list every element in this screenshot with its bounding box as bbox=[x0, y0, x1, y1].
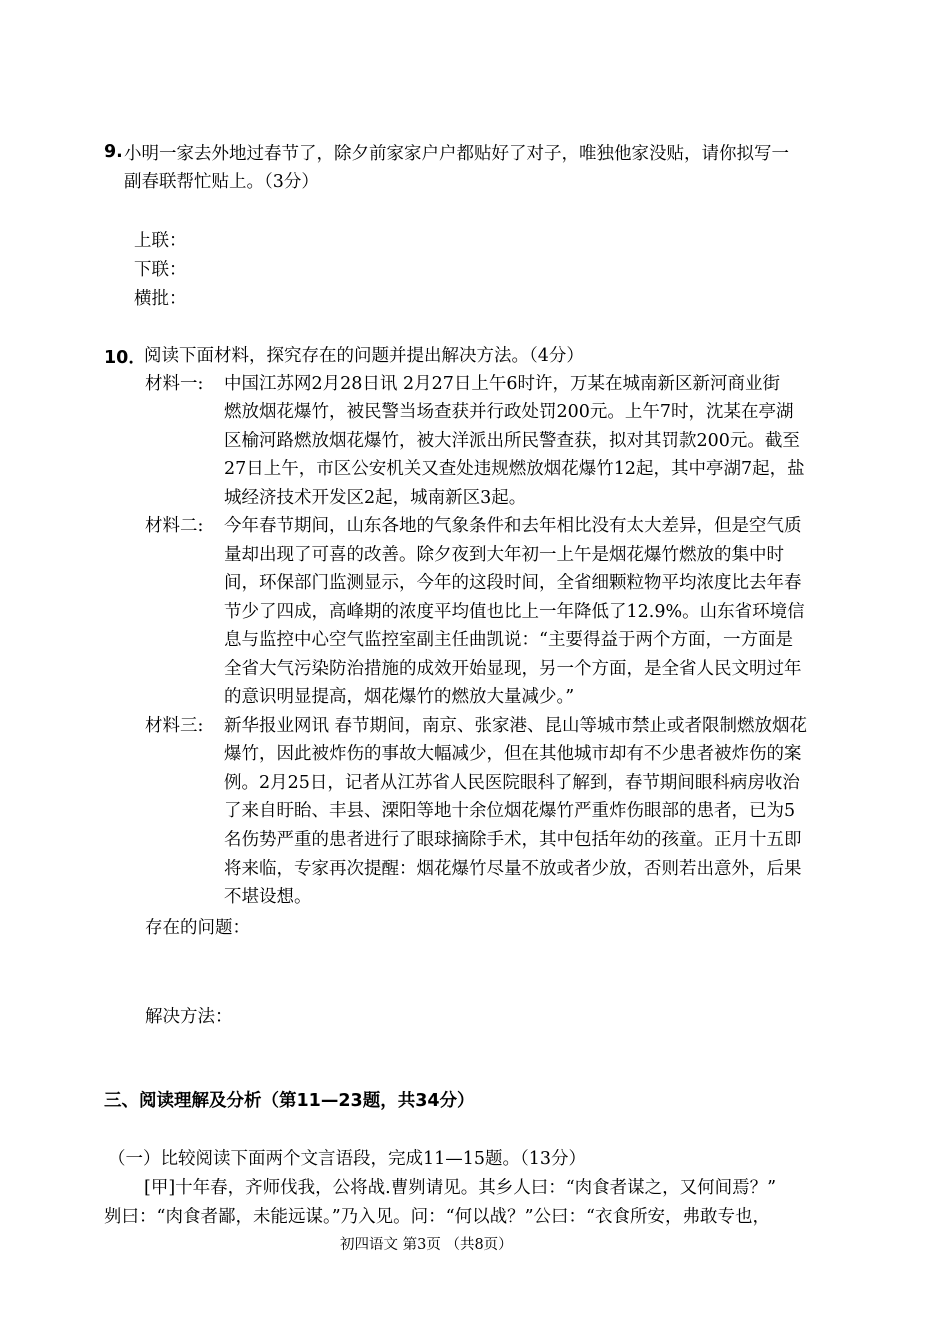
upper-couplet-label: 上联： bbox=[134, 231, 187, 251]
problem-label: 存在的问题： bbox=[145, 918, 250, 938]
passage-jia-line1: [甲]十年春，齐师伐我，公将战.曹刿请见。其乡人曰：“肉食者谋之，又何间焉？” bbox=[144, 1178, 777, 1198]
material-3-label: 材料三: bbox=[145, 716, 204, 736]
material-1-line: 城经济技术开发区2起，城南新区3起。 bbox=[224, 488, 527, 508]
material-1-line: 燃放烟花爆竹，被民警当场查获并行政处罚200元。上午7时，沈某在亭湖 bbox=[224, 402, 794, 422]
material-2-line: 间，环保部门监测显示，今年的这段时间，全省细颗粒物平均浓度比去年春 bbox=[224, 573, 802, 593]
material-3-line: 例。2月25日，记者从江苏省人民医院眼科了解到，春节期间眼科病房收治 bbox=[224, 773, 800, 793]
material-2-line: 量却出现了可喜的改善。除夕夜到大年初一上午是烟花爆竹燃放的集中时 bbox=[224, 545, 784, 565]
question-10-prompt: 阅读下面材料，探究存在的问题并提出解决方法。（4分） bbox=[144, 346, 584, 366]
material-3-line: 名伤势严重的患者进行了眼球摘除手术，其中包括年幼的孩童。正月十五即 bbox=[224, 830, 802, 850]
material-1-line: 区榆河路燃放烟花爆竹，被大洋派出所民警查获，拟对其罚款200元。截至 bbox=[224, 431, 800, 451]
question-9-text-line1: 小明一家去外地过春节了，除夕前家家户户都贴好了对子，唯独他家没贴，请你拟写一 bbox=[124, 144, 789, 164]
material-1-line: 中国江苏网2月28日讯 2月27日上午6时许，万某在城南新区新河商业街 bbox=[224, 374, 780, 394]
question-9-text-line2: 副春联帮忙贴上。（3分） bbox=[124, 172, 319, 192]
material-2-label: 材料二: bbox=[145, 516, 204, 536]
material-2-line: 的意识明显提高，烟花爆竹的燃放大量减少。” bbox=[224, 687, 575, 707]
question-number-10: 10． bbox=[104, 348, 146, 368]
solution-label: 解决方法： bbox=[145, 1007, 233, 1027]
material-3-line: 了来自盱眙、丰县、溧阳等地十余位烟花爆竹严重炸伤眼部的患者，已为5 bbox=[224, 801, 796, 821]
question-number-9: 9. bbox=[104, 142, 123, 162]
material-2-line: 节少了四成，高峰期的浓度平均值也比上一年降低了12.9%。山东省环境信 bbox=[224, 602, 805, 622]
section-3-title: 三、阅读理解及分析（第11—23题，共34分） bbox=[104, 1091, 475, 1111]
material-2-line: 全省大气污染防治措施的成效开始显现，另一个方面，是全省人民文明过年 bbox=[224, 659, 802, 679]
material-3-line: 将来临，专家再次提醒：烟花爆竹尽量不放或者少放，否则若出意外，后果 bbox=[224, 859, 802, 879]
material-3-line: 新华报业网讯 春节期间，南京、张家港、昆山等城市禁止或者限制燃放烟花 bbox=[224, 716, 808, 736]
passage-jia-line2: 刿曰：“肉食者鄙，未能远谋。”乃入见。问：“何以战？”公曰：“衣食所安，弗敢专也， bbox=[104, 1207, 770, 1227]
material-2-line: 今年春节期间，山东各地的气象条件和去年相比没有太大差异，但是空气质 bbox=[224, 516, 802, 536]
material-3-line: 不堪设想。 bbox=[224, 887, 312, 907]
banner-label: 横批： bbox=[134, 289, 187, 309]
material-2-line: 息与监控中心空气监控室副主任曲凯说：“主要得益于两个方面，一方面是 bbox=[224, 630, 793, 650]
material-3-line: 爆竹，因此被炸伤的事故大幅减少，但在其他城市却有不少患者被炸伤的案 bbox=[224, 744, 802, 764]
part-1-heading: （一）比较阅读下面两个文言语段，完成11—15题。（13分） bbox=[108, 1149, 587, 1169]
material-1-line: 27日上午，市区公安机关又查处违规燃放烟花爆竹12起，其中亭湖7起，盐 bbox=[224, 459, 805, 479]
lower-couplet-label: 下联： bbox=[134, 260, 187, 280]
page-footer: 初四语文 第3页 （共8页） bbox=[340, 1237, 513, 1253]
material-1-label: 材料一: bbox=[145, 374, 204, 394]
